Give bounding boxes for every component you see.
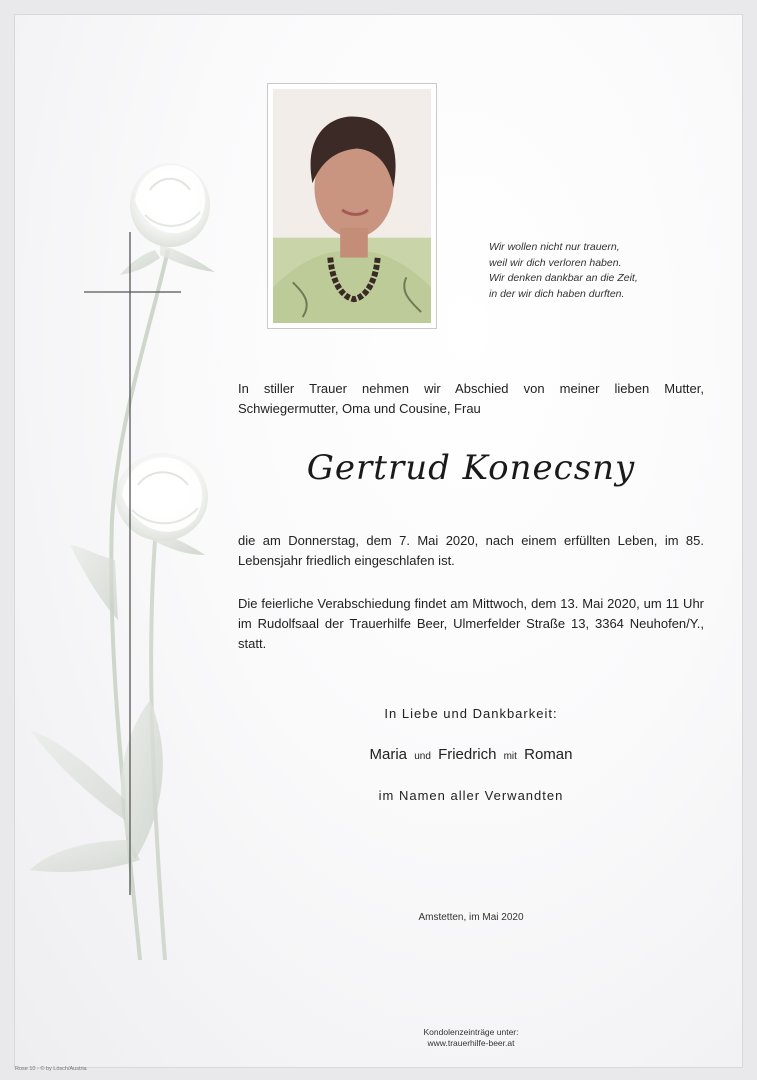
family-conjunction: und [414,751,431,762]
passing-text: die am Donnerstag, dem 7. Mai 2020, nach einem erfüllten Leben, im 85. Lebensjahr friedlich eingeschlafen ist. [238,533,704,568]
intro-text: In stiller Trauer nehmen wir Abschied von meiner lieben Mutter, Schwiegermutter, Oma und Cousine, Frau [238,381,704,416]
condolence-url[interactable]: www.trauerhilfe-beer.at [427,1038,515,1048]
family-name: Roman [524,746,573,763]
condolence-label: Kondolenzeinträge unter: [423,1027,519,1037]
family-conjunction: mit [503,751,517,762]
ceremony-text: Die feierliche Verabschiedung findet am Mittwoch, dem 13. Mai 2020, um 11 Uhr im Rudolfsaal der Trauerhilfe Beer, Ulmerfelder Straße 13, 3364 Neuhofen/Y., statt. [238,596,704,651]
imprint: Rose 10 - © by Lösch/Austria [15,1066,87,1072]
poem-line: Wir wollen nicht nur trauern, [489,241,620,253]
family-names [238,746,704,763]
relatives-line: im Namen aller Verwandten [378,788,564,803]
portrait-image [273,89,431,323]
portrait-photo [267,83,437,329]
condolence-note [238,1027,704,1049]
family-name: Friedrich [438,746,497,763]
poem-line: Wir denken dankbar an die Zeit, [489,272,638,284]
poem-line: weil wir dich verloren haben. [489,256,622,269]
deceased-name: Gertrud Konecsny [306,448,636,488]
place-date: Amstetten, im Mai 2020 [418,912,524,923]
poem [489,240,719,302]
poem-line: in der wir dich haben durften. [489,287,625,300]
family-name: Maria [369,746,408,763]
thanks-line: In Liebe und Dankbarkeit: [384,706,558,721]
